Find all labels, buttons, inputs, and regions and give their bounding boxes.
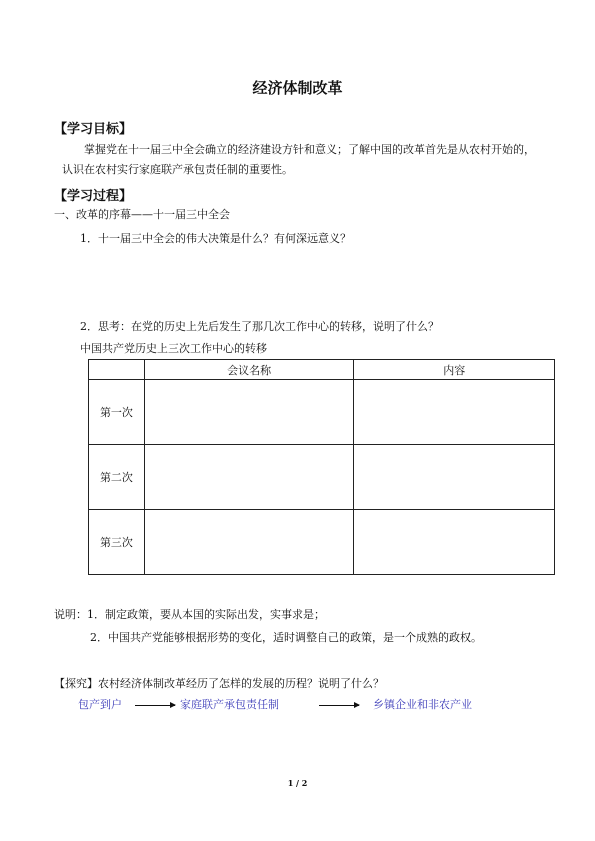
content-cell	[354, 510, 555, 575]
flow-arrow-icon	[319, 705, 359, 706]
content-cell	[354, 380, 555, 445]
explanation-line-2: 2．中国共产党能够根据形势的变化，适时调整自己的政策，是一个成熟的政权。	[90, 631, 482, 644]
work-center-table	[88, 359, 555, 575]
meeting-cell	[144, 380, 354, 445]
row-label: 第二次	[89, 445, 145, 510]
table-header-empty	[89, 360, 145, 380]
flow-step-3: 乡镇企业和非农产业	[373, 698, 472, 711]
table-header-content: 内容	[354, 360, 555, 380]
explanation-line-1: 说明：1．制定政策，要从本国的实际出发，实事求是；	[54, 608, 325, 621]
goals-paragraph: 掌握党在十一届三中全会确立的经济建设方针和意义；了解中国的改革首先是从农村开始的，认识在农村实行家庭联产承包责任制的重要性。	[62, 143, 535, 176]
flow-arrow-icon	[135, 705, 175, 706]
section-heading-part1: 一、改革的序幕——十一届三中全会	[54, 208, 230, 221]
row-label: 第一次	[89, 380, 145, 445]
meeting-cell	[144, 445, 354, 510]
table-header-row	[89, 360, 555, 380]
flow-step-2: 家庭联产承包责任制	[180, 698, 279, 711]
question-2: 2．思考：在党的历史上先后发生了那几次工作中心的转移，说明了什么？	[80, 320, 439, 333]
flow-step-1: 包产到户	[78, 698, 122, 711]
table-header-meeting: 会议名称	[144, 360, 354, 380]
question-1: 1．十一届三中全会的伟大决策是什么？有何深远意义？	[80, 232, 351, 245]
row-label: 第三次	[89, 510, 145, 575]
process-heading: 【学习过程】	[54, 189, 133, 204]
content-cell	[354, 445, 555, 510]
table-row	[89, 445, 555, 510]
table-row	[89, 380, 555, 445]
goals-heading: 【学习目标】	[54, 122, 133, 137]
page-title: 经济体制改革	[252, 79, 343, 97]
meeting-cell	[144, 510, 354, 575]
table-caption: 中国共产党历史上三次工作中心的转移	[80, 342, 267, 355]
page-number: 1 / 2	[287, 778, 308, 788]
explore-question: 【探究】农村经济体制改革经历了怎样的发展的历程？说明了什么？	[54, 677, 384, 690]
table-row	[89, 510, 555, 575]
